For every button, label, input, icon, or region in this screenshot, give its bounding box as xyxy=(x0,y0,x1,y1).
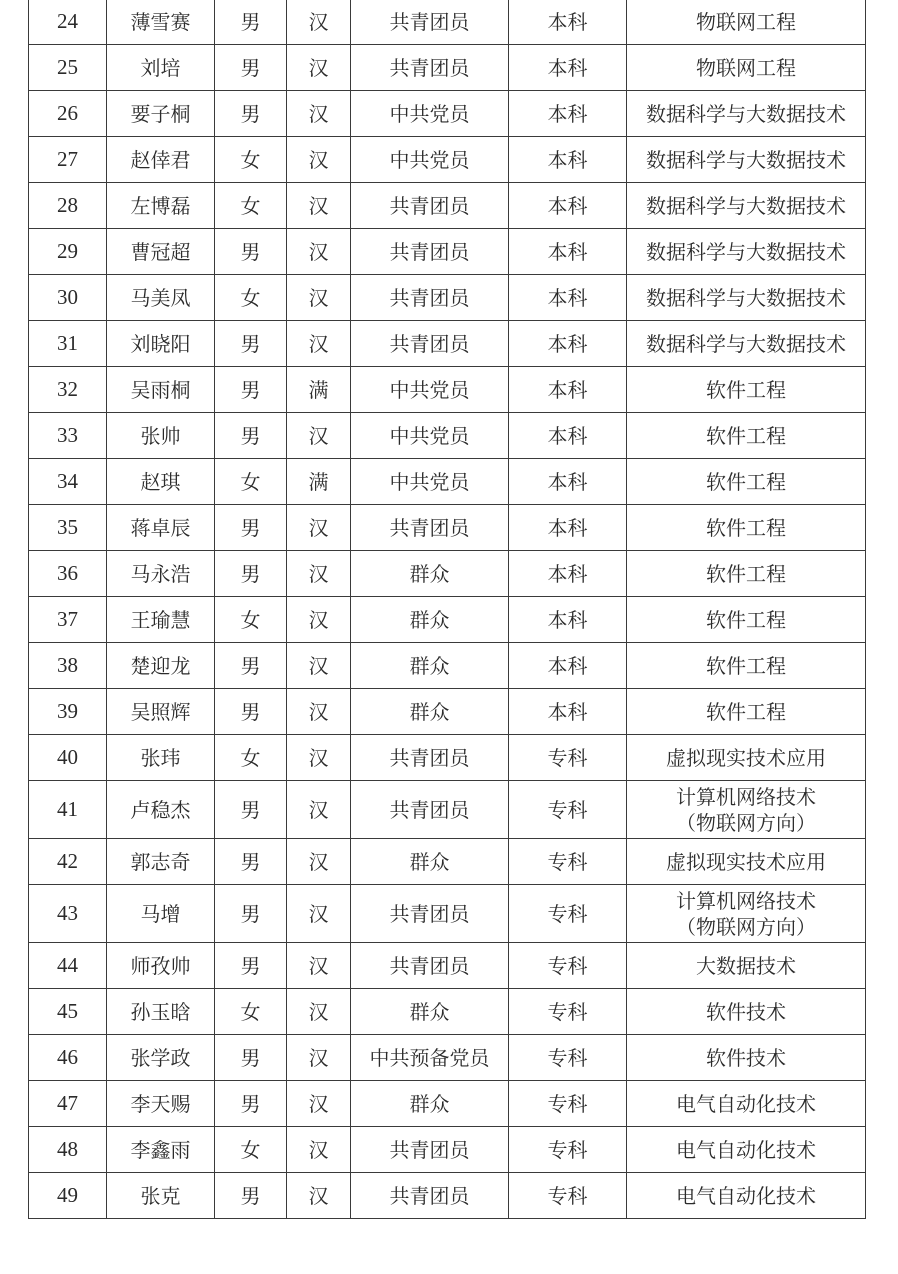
major-cell xyxy=(627,551,866,597)
major-line: （物联网方向） xyxy=(676,810,816,835)
ethnicity-cell: 满 xyxy=(287,367,351,413)
political-status-cell: 群众 xyxy=(351,989,509,1035)
political-status-cell: 群众 xyxy=(351,839,509,885)
row-number-cell: 44 xyxy=(29,943,107,989)
political-status-cell: 共青团员 xyxy=(351,943,509,989)
ethnicity-cell: 汉 xyxy=(287,781,351,839)
political-status-cell: 共青团员 xyxy=(351,183,509,229)
name-cell: 吴照辉 xyxy=(107,689,215,735)
gender-cell: 男 xyxy=(215,413,287,459)
table-row xyxy=(29,643,866,689)
row-number-cell: 40 xyxy=(29,735,107,781)
major-line: 计算机网络技术 xyxy=(676,784,816,809)
political-status-cell: 共青团员 xyxy=(351,45,509,91)
row-number-cell: 39 xyxy=(29,689,107,735)
table-row xyxy=(29,689,866,735)
political-status-cell: 共青团员 xyxy=(351,0,509,45)
major-cell xyxy=(627,183,866,229)
gender-cell: 男 xyxy=(215,505,287,551)
education-level-cell: 本科 xyxy=(509,597,627,643)
education-level-cell: 本科 xyxy=(509,505,627,551)
table-row xyxy=(29,505,866,551)
table-row xyxy=(29,1081,866,1127)
gender-cell: 男 xyxy=(215,885,287,943)
gender-cell: 女 xyxy=(215,597,287,643)
name-cell: 刘晓阳 xyxy=(107,321,215,367)
major-cell xyxy=(627,505,866,551)
name-cell: 王瑜慧 xyxy=(107,597,215,643)
table-row xyxy=(29,1173,866,1219)
major-line: 软件工程 xyxy=(706,423,786,448)
name-cell: 刘培 xyxy=(107,45,215,91)
name-cell: 楚迎龙 xyxy=(107,643,215,689)
political-status-cell: 群众 xyxy=(351,1081,509,1127)
major-line: 电气自动化技术 xyxy=(676,1183,816,1208)
major-cell xyxy=(627,137,866,183)
political-status-cell: 群众 xyxy=(351,643,509,689)
major-line: 软件工程 xyxy=(706,469,786,494)
gender-cell: 女 xyxy=(215,1127,287,1173)
row-number-cell: 37 xyxy=(29,597,107,643)
major-line: 数据科学与大数据技术 xyxy=(646,193,846,218)
major-line: 数据科学与大数据技术 xyxy=(646,147,846,172)
gender-cell: 男 xyxy=(215,45,287,91)
row-number-cell: 33 xyxy=(29,413,107,459)
major-cell xyxy=(627,989,866,1035)
major-line: 软件工程 xyxy=(706,607,786,632)
gender-cell: 女 xyxy=(215,183,287,229)
major-line: 软件技术 xyxy=(706,999,786,1024)
gender-cell: 女 xyxy=(215,459,287,505)
row-number-cell: 26 xyxy=(29,91,107,137)
row-number-cell: 46 xyxy=(29,1035,107,1081)
table-row xyxy=(29,137,866,183)
name-cell: 马永浩 xyxy=(107,551,215,597)
gender-cell: 男 xyxy=(215,321,287,367)
ethnicity-cell: 汉 xyxy=(287,0,351,45)
major-line: 虚拟现实技术应用 xyxy=(666,745,826,770)
major-cell xyxy=(627,885,866,943)
gender-cell: 女 xyxy=(215,137,287,183)
gender-cell: 女 xyxy=(215,735,287,781)
major-cell xyxy=(627,643,866,689)
ethnicity-cell: 汉 xyxy=(287,839,351,885)
row-number-cell: 31 xyxy=(29,321,107,367)
education-level-cell: 本科 xyxy=(509,275,627,321)
gender-cell: 男 xyxy=(215,643,287,689)
ethnicity-cell: 汉 xyxy=(287,413,351,459)
political-status-cell: 中共预备党员 xyxy=(351,1035,509,1081)
table-row xyxy=(29,229,866,275)
major-line: 软件工程 xyxy=(706,653,786,678)
ethnicity-cell: 汉 xyxy=(287,505,351,551)
education-level-cell: 专科 xyxy=(509,781,627,839)
ethnicity-cell: 汉 xyxy=(287,321,351,367)
table-row xyxy=(29,1127,866,1173)
political-status-cell: 群众 xyxy=(351,597,509,643)
major-cell xyxy=(627,735,866,781)
major-line: 软件技术 xyxy=(706,1045,786,1070)
name-cell: 李鑫雨 xyxy=(107,1127,215,1173)
major-line: 数据科学与大数据技术 xyxy=(646,101,846,126)
gender-cell: 男 xyxy=(215,839,287,885)
row-number-cell: 36 xyxy=(29,551,107,597)
major-line: 数据科学与大数据技术 xyxy=(646,239,846,264)
table-row xyxy=(29,413,866,459)
education-level-cell: 本科 xyxy=(509,229,627,275)
education-level-cell: 本科 xyxy=(509,183,627,229)
ethnicity-cell: 汉 xyxy=(287,943,351,989)
row-number-cell: 28 xyxy=(29,183,107,229)
major-line: 物联网工程 xyxy=(696,55,796,80)
ethnicity-cell: 汉 xyxy=(287,643,351,689)
education-level-cell: 本科 xyxy=(509,413,627,459)
major-cell xyxy=(627,1035,866,1081)
ethnicity-cell: 汉 xyxy=(287,183,351,229)
major-line: 电气自动化技术 xyxy=(676,1091,816,1116)
name-cell: 左博磊 xyxy=(107,183,215,229)
major-line: 物联网工程 xyxy=(696,10,796,34)
row-number-cell: 42 xyxy=(29,839,107,885)
table-row xyxy=(29,275,866,321)
major-line: 软件工程 xyxy=(706,515,786,540)
political-status-cell: 中共党员 xyxy=(351,367,509,413)
row-number-cell: 30 xyxy=(29,275,107,321)
table-row xyxy=(29,91,866,137)
gender-cell: 男 xyxy=(215,1081,287,1127)
education-level-cell: 本科 xyxy=(509,459,627,505)
table-row xyxy=(29,551,866,597)
name-cell: 师孜帅 xyxy=(107,943,215,989)
major-cell xyxy=(627,597,866,643)
political-status-cell: 共青团员 xyxy=(351,1127,509,1173)
major-cell xyxy=(627,275,866,321)
gender-cell: 男 xyxy=(215,229,287,275)
table-row xyxy=(29,1035,866,1081)
major-line: （物联网方向） xyxy=(676,914,816,939)
row-number-cell: 43 xyxy=(29,885,107,943)
major-line: 软件工程 xyxy=(706,377,786,402)
gender-cell: 男 xyxy=(215,781,287,839)
ethnicity-cell: 汉 xyxy=(287,229,351,275)
political-status-cell: 中共党员 xyxy=(351,413,509,459)
major-line: 大数据技术 xyxy=(696,953,796,978)
education-level-cell: 专科 xyxy=(509,735,627,781)
political-status-cell: 共青团员 xyxy=(351,1173,509,1219)
name-cell: 马美凤 xyxy=(107,275,215,321)
table-row xyxy=(29,735,866,781)
student-roster-table xyxy=(28,0,866,1219)
ethnicity-cell: 汉 xyxy=(287,551,351,597)
table-row xyxy=(29,943,866,989)
gender-cell: 男 xyxy=(215,689,287,735)
name-cell: 张克 xyxy=(107,1173,215,1219)
political-status-cell: 中共党员 xyxy=(351,91,509,137)
table-row xyxy=(29,321,866,367)
political-status-cell: 中共党员 xyxy=(351,137,509,183)
table-row xyxy=(29,989,866,1035)
major-cell xyxy=(627,1127,866,1173)
political-status-cell: 中共党员 xyxy=(351,459,509,505)
ethnicity-cell: 汉 xyxy=(287,45,351,91)
political-status-cell: 共青团员 xyxy=(351,229,509,275)
major-cell xyxy=(627,839,866,885)
major-cell xyxy=(627,413,866,459)
gender-cell: 男 xyxy=(215,1035,287,1081)
name-cell: 郭志奇 xyxy=(107,839,215,885)
major-cell xyxy=(627,229,866,275)
political-status-cell: 群众 xyxy=(351,551,509,597)
major-line: 软件工程 xyxy=(706,561,786,586)
education-level-cell: 专科 xyxy=(509,885,627,943)
ethnicity-cell: 汉 xyxy=(287,1173,351,1219)
education-level-cell: 专科 xyxy=(509,839,627,885)
major-cell xyxy=(627,1081,866,1127)
row-number-cell: 32 xyxy=(29,367,107,413)
table-row xyxy=(29,45,866,91)
gender-cell: 男 xyxy=(215,943,287,989)
major-line: 电气自动化技术 xyxy=(676,1137,816,1162)
row-number-cell: 29 xyxy=(29,229,107,275)
education-level-cell: 专科 xyxy=(509,1035,627,1081)
ethnicity-cell: 汉 xyxy=(287,91,351,137)
name-cell: 李天赐 xyxy=(107,1081,215,1127)
gender-cell: 男 xyxy=(215,91,287,137)
education-level-cell: 本科 xyxy=(509,321,627,367)
education-level-cell: 本科 xyxy=(509,689,627,735)
political-status-cell: 共青团员 xyxy=(351,735,509,781)
education-level-cell: 专科 xyxy=(509,1173,627,1219)
political-status-cell: 群众 xyxy=(351,689,509,735)
ethnicity-cell: 汉 xyxy=(287,989,351,1035)
ethnicity-cell: 汉 xyxy=(287,1035,351,1081)
table-row xyxy=(29,183,866,229)
gender-cell: 男 xyxy=(215,551,287,597)
row-number-cell: 34 xyxy=(29,459,107,505)
major-cell xyxy=(627,781,866,839)
major-cell xyxy=(627,367,866,413)
education-level-cell: 专科 xyxy=(509,1081,627,1127)
education-level-cell: 专科 xyxy=(509,943,627,989)
row-number-cell: 35 xyxy=(29,505,107,551)
row-number-cell: 25 xyxy=(29,45,107,91)
name-cell: 张玮 xyxy=(107,735,215,781)
row-number-cell: 45 xyxy=(29,989,107,1035)
row-number-cell: 48 xyxy=(29,1127,107,1173)
name-cell: 曹冠超 xyxy=(107,229,215,275)
major-line: 数据科学与大数据技术 xyxy=(646,285,846,310)
table-row xyxy=(29,0,866,45)
table-row xyxy=(29,839,866,885)
name-cell: 蒋卓辰 xyxy=(107,505,215,551)
ethnicity-cell: 汉 xyxy=(287,597,351,643)
gender-cell: 男 xyxy=(215,0,287,45)
education-level-cell: 本科 xyxy=(509,367,627,413)
table-row xyxy=(29,781,866,839)
political-status-cell: 共青团员 xyxy=(351,275,509,321)
ethnicity-cell: 汉 xyxy=(287,885,351,943)
political-status-cell: 共青团员 xyxy=(351,505,509,551)
major-cell xyxy=(627,91,866,137)
table-row xyxy=(29,459,866,505)
name-cell: 张帅 xyxy=(107,413,215,459)
row-number-cell: 24 xyxy=(29,0,107,45)
name-cell: 卢稳杰 xyxy=(107,781,215,839)
ethnicity-cell: 汉 xyxy=(287,1081,351,1127)
table-body xyxy=(29,0,866,1219)
major-cell xyxy=(627,45,866,91)
ethnicity-cell: 汉 xyxy=(287,689,351,735)
name-cell: 要子桐 xyxy=(107,91,215,137)
table-row xyxy=(29,367,866,413)
major-cell xyxy=(627,689,866,735)
row-number-cell: 41 xyxy=(29,781,107,839)
education-level-cell: 本科 xyxy=(509,551,627,597)
ethnicity-cell: 汉 xyxy=(287,137,351,183)
major-cell xyxy=(627,1173,866,1219)
name-cell: 吴雨桐 xyxy=(107,367,215,413)
education-level-cell: 本科 xyxy=(509,137,627,183)
table-row xyxy=(29,597,866,643)
name-cell: 赵倖君 xyxy=(107,137,215,183)
major-line: 计算机网络技术 xyxy=(676,888,816,913)
table-row xyxy=(29,885,866,943)
ethnicity-cell: 汉 xyxy=(287,1127,351,1173)
ethnicity-cell: 汉 xyxy=(287,275,351,321)
ethnicity-cell: 满 xyxy=(287,459,351,505)
political-status-cell: 共青团员 xyxy=(351,885,509,943)
major-cell xyxy=(627,321,866,367)
name-cell: 薄雪赛 xyxy=(107,0,215,45)
major-cell xyxy=(627,459,866,505)
major-line: 软件工程 xyxy=(706,699,786,724)
row-number-cell: 47 xyxy=(29,1081,107,1127)
row-number-cell: 27 xyxy=(29,137,107,183)
major-line: 数据科学与大数据技术 xyxy=(646,331,846,356)
education-level-cell: 本科 xyxy=(509,643,627,689)
name-cell: 马增 xyxy=(107,885,215,943)
ethnicity-cell: 汉 xyxy=(287,735,351,781)
gender-cell: 男 xyxy=(215,1173,287,1219)
name-cell: 张学政 xyxy=(107,1035,215,1081)
row-number-cell: 38 xyxy=(29,643,107,689)
row-number-cell: 49 xyxy=(29,1173,107,1219)
major-cell xyxy=(627,943,866,989)
education-level-cell: 专科 xyxy=(509,1127,627,1173)
education-level-cell: 本科 xyxy=(509,0,627,45)
gender-cell: 女 xyxy=(215,989,287,1035)
education-level-cell: 本科 xyxy=(509,91,627,137)
name-cell: 孙玉晗 xyxy=(107,989,215,1035)
political-status-cell: 共青团员 xyxy=(351,781,509,839)
education-level-cell: 专科 xyxy=(509,989,627,1035)
gender-cell: 男 xyxy=(215,367,287,413)
political-status-cell: 共青团员 xyxy=(351,321,509,367)
name-cell: 赵琪 xyxy=(107,459,215,505)
gender-cell: 女 xyxy=(215,275,287,321)
education-level-cell: 本科 xyxy=(509,45,627,91)
major-line: 虚拟现实技术应用 xyxy=(666,849,826,874)
major-cell xyxy=(627,0,866,45)
